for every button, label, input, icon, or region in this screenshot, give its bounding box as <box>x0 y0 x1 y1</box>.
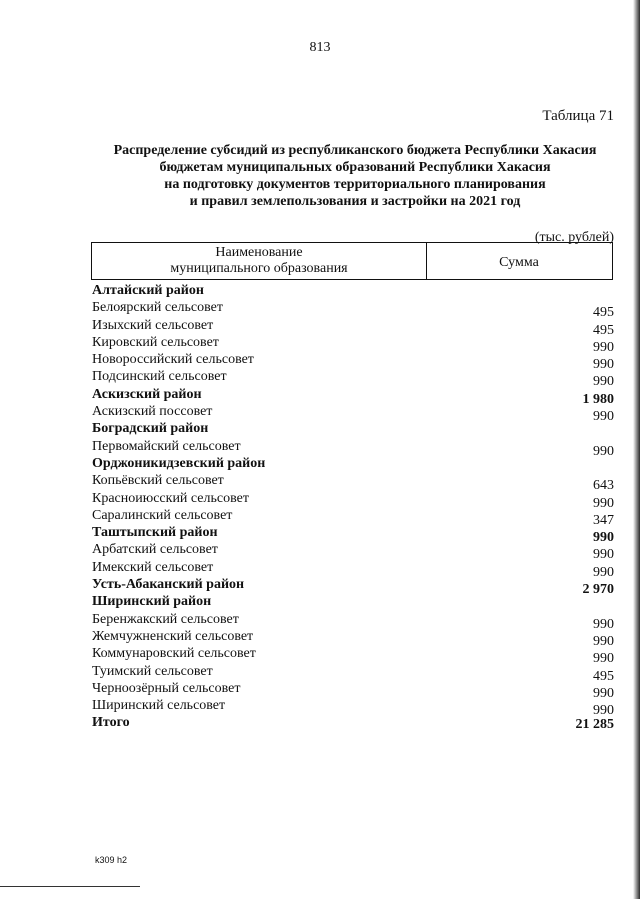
table-row <box>92 299 614 321</box>
row-amount: 495 <box>593 322 614 338</box>
table-row <box>92 680 614 701</box>
row-amount: 990 <box>593 564 614 580</box>
row-name: Копьёвский сельсовет <box>92 473 224 489</box>
title-line: бюджетам муниципальных образований Республики Хакасия <box>159 160 551 175</box>
table-body <box>92 282 614 732</box>
column-header-name <box>92 245 426 277</box>
row-amount: 990 <box>593 443 614 459</box>
row-name: Первомайский сельсовет <box>92 438 241 454</box>
footer-code: k309 h2 <box>95 855 128 865</box>
title-line: Распределение субсидий из республиканского бюджета Республики Хакасия <box>113 143 597 158</box>
row-name: Усть-Абаканский район <box>92 577 245 593</box>
row-name: Имекский сельсовет <box>92 559 214 575</box>
column-header-name-line1: Наименование <box>215 245 303 260</box>
row-name: Новороссийский сельсовет <box>92 352 254 368</box>
row-amount: 990 <box>593 374 614 390</box>
title-line: на подготовку документов территориального планирования <box>164 177 546 192</box>
row-name: Красноиюсский сельсовет <box>92 490 249 506</box>
table-row <box>92 645 614 667</box>
district-row <box>92 524 614 546</box>
column-header-name-line2: муниципального образования <box>170 261 348 276</box>
footer-rule <box>0 886 140 887</box>
row-name: Белоярский сельсовет <box>92 300 223 316</box>
row-amount: 990 <box>593 339 614 355</box>
row-amount: 2 970 <box>582 582 614 598</box>
district-row <box>92 455 614 472</box>
row-name: Жемчужненский сельсовет <box>92 628 254 644</box>
table-row <box>92 334 614 355</box>
units-label: (тыс. рублей) <box>534 230 614 245</box>
row-amount: 990 <box>593 616 614 632</box>
row-name: Изыхский сельсовет <box>92 317 214 333</box>
row-name: Подсинский сельсовет <box>92 369 227 385</box>
row-name: Аскизский поссовет <box>92 404 213 420</box>
document-title <box>90 142 620 210</box>
page-number: 813 <box>309 40 331 55</box>
row-name: Саралинский сельсовет <box>92 507 233 523</box>
row-amount: 643 <box>593 478 614 494</box>
total-label: Итого <box>92 715 130 731</box>
row-name: Таштыпский район <box>92 525 218 541</box>
row-amount: 990 <box>593 685 614 701</box>
table-row <box>92 438 614 459</box>
row-amount: 347 <box>593 512 614 528</box>
table-row <box>92 490 614 511</box>
table-row <box>92 368 614 390</box>
row-name: Туимский сельсовет <box>92 663 213 679</box>
district-row <box>92 282 614 299</box>
table-header <box>91 242 613 280</box>
row-amount: 990 <box>593 547 614 563</box>
row-name: Ширинский сельсовет <box>92 698 226 714</box>
row-amount: 990 <box>593 633 614 649</box>
row-name: Алтайский район <box>92 283 204 298</box>
row-amount: 990 <box>593 409 614 425</box>
row-amount: 1 980 <box>582 391 614 407</box>
table-row <box>92 611 614 632</box>
row-name: Кировский сельсовет <box>92 334 219 350</box>
district-row <box>92 593 614 610</box>
table-row <box>92 472 614 494</box>
table-row <box>92 351 614 373</box>
scan-edge-shadow <box>633 0 640 899</box>
table-row <box>92 541 614 563</box>
table-row <box>92 317 614 338</box>
district-row <box>92 386 614 407</box>
row-name: Ширинский район <box>92 594 212 610</box>
row-amount: 990 <box>593 703 614 719</box>
table-row <box>92 697 614 719</box>
table-row <box>92 507 614 528</box>
title-line: и правил землепользования и застройки на 2021 год <box>189 194 521 209</box>
table-row <box>92 403 614 425</box>
row-name: Орджоникидзевский район <box>92 455 266 471</box>
row-amount: 990 <box>593 495 614 511</box>
column-header-sum: Сумма <box>499 255 539 270</box>
row-amount: 495 <box>593 305 614 321</box>
row-name: Коммунаровский сельсовет <box>92 646 256 662</box>
district-row <box>92 576 614 598</box>
table-row <box>92 628 614 649</box>
row-name: Боградский район <box>92 421 209 437</box>
row-amount: 990 <box>593 651 614 667</box>
row-name: Беренжакский сельсовет <box>92 611 239 627</box>
row-name: Аскизский район <box>92 386 202 402</box>
table-row <box>92 663 614 684</box>
table-label: Таблица 71 <box>542 108 614 124</box>
row-amount: 495 <box>593 668 614 684</box>
total-row <box>92 714 614 731</box>
total-amount: 21 285 <box>575 717 614 733</box>
row-name: Арбатский сельсовет <box>92 542 218 558</box>
district-row <box>92 420 614 437</box>
row-name: Черноозёрный сельсовет <box>92 680 241 696</box>
row-amount: 990 <box>593 357 614 373</box>
table-row <box>92 559 614 580</box>
row-amount: 990 <box>593 530 614 546</box>
